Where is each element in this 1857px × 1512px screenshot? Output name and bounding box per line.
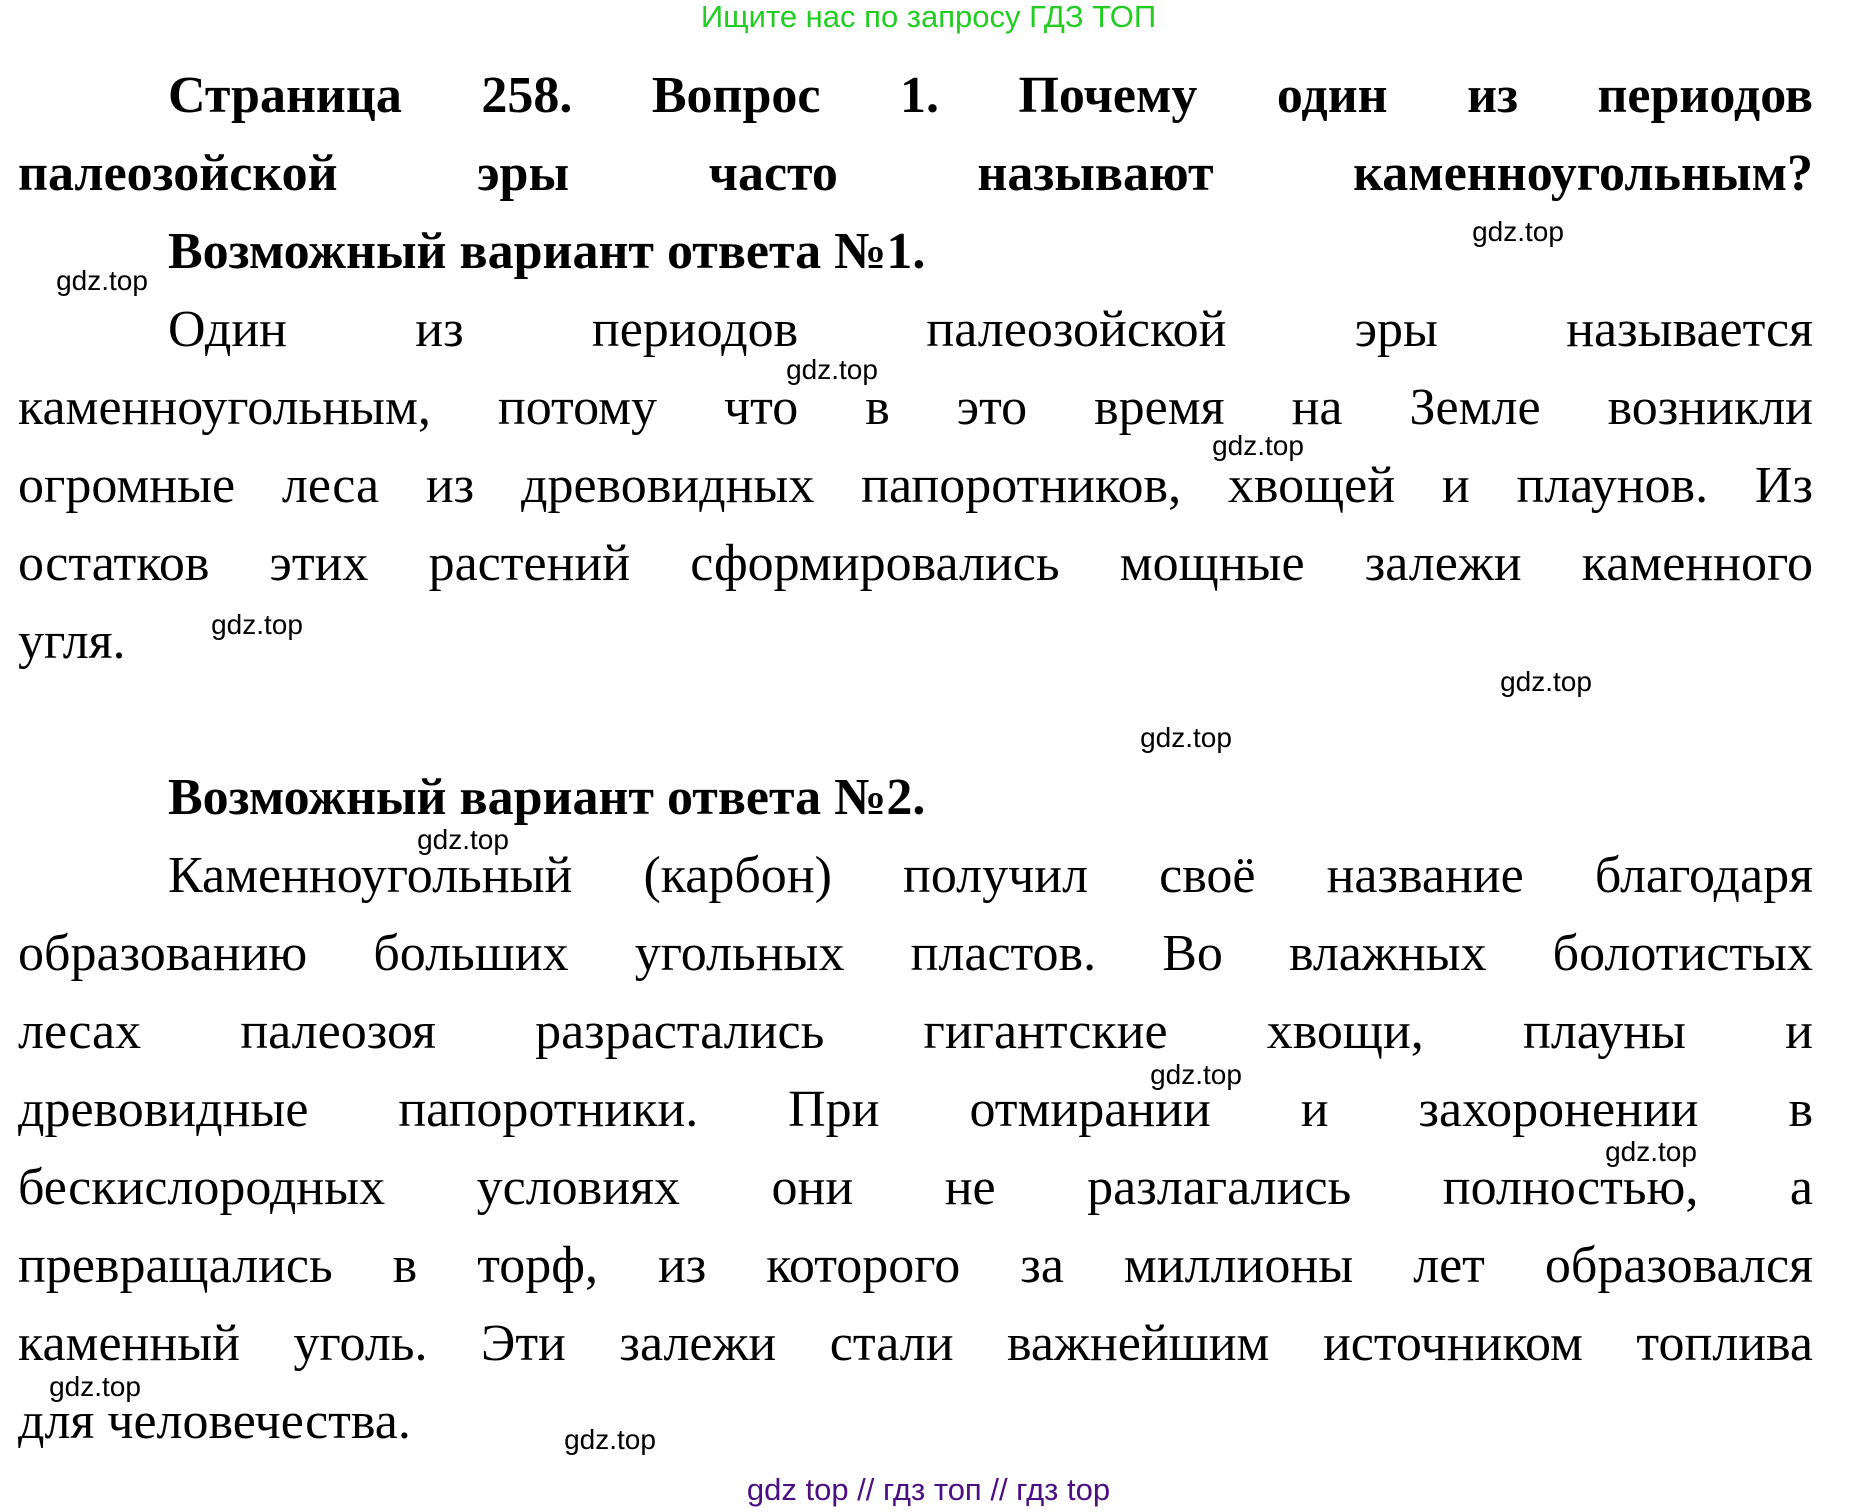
watermark: gdz.top — [417, 824, 509, 855]
answer2-line: каменный уголь. Эти залежи стали важнейшим источником топлива — [18, 1315, 1813, 1372]
answer2-line: для человечества. — [18, 1393, 411, 1450]
answer2-line: образованию больших угольных пластов. Во влажных болотистых — [18, 925, 1813, 982]
watermark: gdz.top — [49, 1371, 141, 1402]
watermark: gdz.top — [56, 265, 148, 296]
watermark: gdz.top — [1212, 430, 1304, 461]
question-line-2: палеозойской эры часто называют каменноугольным? — [18, 145, 1813, 202]
answer1-line: огромные леса из древовидных папоротников, хвощей и плаунов. Из — [18, 457, 1813, 514]
answer2-line: древовидные папоротники. При отмирании и захоронении в — [18, 1081, 1813, 1138]
question-line-1: Страница 258. Вопрос 1. Почему один из периодов — [168, 67, 1813, 124]
search-banner: Ищите нас по запросу ГДЗ ТОП — [700, 0, 1157, 34]
watermark: gdz.top — [1500, 666, 1592, 697]
answer2-line: бескислородных условиях они не разлагались полностью, а — [18, 1159, 1813, 1216]
answer2-line: превращались в торф, из которого за миллионы лет образовался — [18, 1237, 1813, 1294]
footer-banner: gdz top // гдз топ // гдз top — [746, 1472, 1111, 1507]
answer2-line: лесах палеозоя разрастались гигантские хвощи, плауны и — [18, 1003, 1813, 1060]
watermark: gdz.top — [1140, 722, 1232, 753]
answer1-line: Один из периодов палеозойской эры называется — [168, 301, 1813, 358]
watermark: gdz.top — [564, 1424, 656, 1455]
answer1-line: остатков этих растений сформировались мощные залежи каменного — [18, 535, 1813, 592]
answer1-line: угля. — [18, 613, 126, 670]
watermark: gdz.top — [1472, 216, 1564, 247]
answer2-heading: Возможный вариант ответа №2. — [168, 769, 926, 826]
watermark: gdz.top — [786, 354, 878, 385]
watermark: gdz.top — [1150, 1059, 1242, 1090]
answer2-line: Каменноугольный (карбон) получил своё название благодаря — [168, 847, 1813, 904]
answer1-heading: Возможный вариант ответа №1. — [168, 223, 926, 280]
watermark: gdz.top — [1605, 1136, 1697, 1167]
answer1-line: каменноугольным, потому что в это время на Земле возникли — [18, 379, 1813, 436]
watermark: gdz.top — [211, 609, 303, 640]
